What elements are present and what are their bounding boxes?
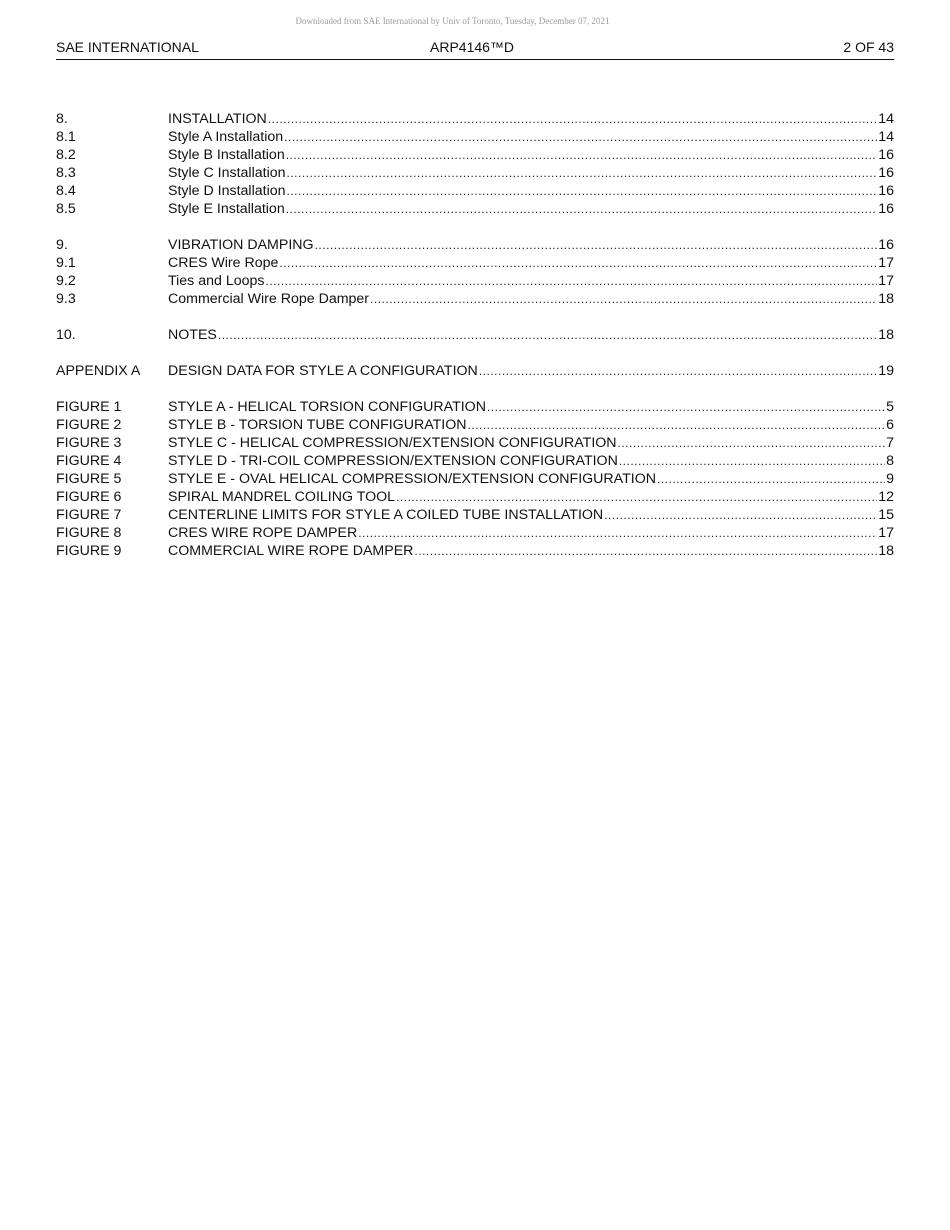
toc-dot-leader xyxy=(657,470,885,488)
toc-entry-page: 9 xyxy=(886,471,894,487)
toc-entry-page: 8 xyxy=(886,453,894,469)
toc-entry[interactable] xyxy=(56,110,894,128)
toc-entry-title: STYLE E - OVAL HELICAL COMPRESSION/EXTENSION CONFIGURATION xyxy=(168,471,656,487)
toc-entry-page: 7 xyxy=(886,435,894,451)
toc-dot-leader xyxy=(218,326,877,344)
toc-entry-page: 16 xyxy=(878,237,894,253)
toc-dot-leader xyxy=(414,542,877,560)
header-organization: SAE INTERNATIONAL xyxy=(56,39,199,55)
toc-entry-number: FIGURE 1 xyxy=(56,399,122,415)
toc-entry-page: 17 xyxy=(878,525,894,541)
toc-entry-number: 9.3 xyxy=(56,291,76,307)
toc-entry-page: 17 xyxy=(878,273,894,289)
toc-entry-number: 8.3 xyxy=(56,165,76,181)
toc-entry-page: 14 xyxy=(878,111,894,127)
toc-entry-page: 16 xyxy=(878,183,894,199)
toc-entry[interactable] xyxy=(56,452,894,470)
toc-entry-page: 19 xyxy=(878,363,894,379)
page-header xyxy=(56,39,894,60)
toc-dot-leader xyxy=(279,254,877,272)
toc-entry-title: CRES WIRE ROPE DAMPER xyxy=(168,525,358,541)
toc-entry[interactable] xyxy=(56,290,894,308)
download-watermark: Downloaded from SAE International by Univ of Toronto, Tuesday, December 07, 2021 xyxy=(295,16,610,26)
toc-entry[interactable] xyxy=(56,506,894,524)
toc-entry-title: STYLE B - TORSION TUBE CONFIGURATION xyxy=(168,417,467,433)
toc-entry-title: STYLE D - TRI-COIL COMPRESSION/EXTENSION CONFIGURATION xyxy=(168,453,618,469)
toc-entry[interactable] xyxy=(56,254,894,272)
toc-entry-page: 12 xyxy=(878,489,894,505)
toc-dot-leader xyxy=(287,164,878,182)
toc-dot-leader xyxy=(287,182,878,200)
toc-entry-number: FIGURE 4 xyxy=(56,453,122,469)
toc-entry-title: Ties and Loops xyxy=(168,273,265,289)
toc-entry[interactable] xyxy=(56,146,894,164)
toc-dot-leader xyxy=(268,110,877,128)
toc-group xyxy=(56,362,894,380)
toc-dot-leader xyxy=(619,452,885,470)
toc-entry[interactable] xyxy=(56,272,894,290)
toc-entry-number: FIGURE 2 xyxy=(56,417,122,433)
toc-entry[interactable] xyxy=(56,416,894,434)
toc-entry[interactable] xyxy=(56,182,894,200)
toc-dot-leader xyxy=(315,236,878,254)
toc-entry-title: CRES Wire Rope xyxy=(168,255,279,271)
toc-entry-page: 16 xyxy=(878,147,894,163)
toc-entry-number: FIGURE 3 xyxy=(56,435,122,451)
toc-entry[interactable] xyxy=(56,164,894,182)
header-page-number: 2 OF 43 xyxy=(843,39,894,55)
toc-entry-number: 9. xyxy=(56,237,68,253)
toc-entry[interactable] xyxy=(56,434,894,452)
toc-entry-title: Style B Installation xyxy=(168,147,285,163)
toc-entry-number: 8.5 xyxy=(56,201,76,217)
toc-entry-page: 6 xyxy=(886,417,894,433)
toc-entry[interactable] xyxy=(56,362,894,380)
toc-dot-leader xyxy=(604,506,877,524)
toc-entry-title: SPIRAL MANDREL COILING TOOL xyxy=(168,489,396,505)
toc-entry-page: 18 xyxy=(878,291,894,307)
toc-dot-leader xyxy=(358,524,877,542)
toc-group xyxy=(56,236,894,308)
toc-entry-number: FIGURE 9 xyxy=(56,543,122,559)
toc-entry-number: 8.4 xyxy=(56,183,76,199)
toc-entry-title: Style E Installation xyxy=(168,201,285,217)
toc-dot-leader xyxy=(286,146,878,164)
toc-entry-page: 17 xyxy=(878,255,894,271)
toc-entry-page: 18 xyxy=(878,327,894,343)
toc-entry-title: STYLE C - HELICAL COMPRESSION/EXTENSION CONFIGURATION xyxy=(168,435,617,451)
toc-entry[interactable] xyxy=(56,236,894,254)
toc-dot-leader xyxy=(479,362,877,380)
toc-entry[interactable] xyxy=(56,470,894,488)
toc-dot-leader xyxy=(266,272,878,290)
toc-entry-title: STYLE A - HELICAL TORSION CONFIGURATION xyxy=(168,399,486,415)
toc-entry[interactable] xyxy=(56,398,894,416)
toc-entry[interactable] xyxy=(56,524,894,542)
toc-entry[interactable] xyxy=(56,128,894,146)
toc-dot-leader xyxy=(468,416,886,434)
toc-entry[interactable] xyxy=(56,326,894,344)
toc-dot-leader xyxy=(618,434,886,452)
toc-group xyxy=(56,398,894,560)
toc-entry-title: DESIGN DATA FOR STYLE A CONFIGURATION xyxy=(168,363,478,379)
toc-entry-title: Style C Installation xyxy=(168,165,286,181)
toc-entry-number: 9.1 xyxy=(56,255,76,271)
toc-entry-title: VIBRATION DAMPING xyxy=(168,237,314,253)
table-of-contents xyxy=(56,110,894,578)
toc-dot-leader xyxy=(284,128,877,146)
toc-dot-leader xyxy=(396,488,877,506)
toc-entry-page: 18 xyxy=(878,543,894,559)
toc-entry-title: Commercial Wire Rope Damper xyxy=(168,291,370,307)
toc-dot-leader xyxy=(370,290,877,308)
toc-entry-number: FIGURE 8 xyxy=(56,525,122,541)
toc-entry-number: FIGURE 6 xyxy=(56,489,122,505)
toc-entry-number: FIGURE 7 xyxy=(56,507,122,523)
toc-entry[interactable] xyxy=(56,200,894,218)
toc-entry-title: NOTES xyxy=(168,327,217,343)
toc-entry-title: Style A Installation xyxy=(168,129,284,145)
toc-entry-page: 5 xyxy=(886,399,894,415)
toc-entry-number: APPENDIX A xyxy=(56,363,141,379)
header-document-id: ARP4146™D xyxy=(430,39,515,55)
toc-entry-number: FIGURE 5 xyxy=(56,471,122,487)
toc-entry-number: 8.1 xyxy=(56,129,76,145)
toc-entry-page: 16 xyxy=(878,201,894,217)
toc-entry[interactable] xyxy=(56,542,894,560)
toc-entry-title: Style D Installation xyxy=(168,183,286,199)
toc-entry-page: 14 xyxy=(878,129,894,145)
toc-group xyxy=(56,110,894,218)
toc-dot-leader xyxy=(286,200,878,218)
toc-group xyxy=(56,326,894,344)
toc-entry-page: 15 xyxy=(878,507,894,523)
toc-entry[interactable] xyxy=(56,488,894,506)
toc-entry-page: 16 xyxy=(878,165,894,181)
toc-dot-leader xyxy=(487,398,885,416)
toc-entry-title: COMMERCIAL WIRE ROPE DAMPER xyxy=(168,543,414,559)
toc-entry-number: 9.2 xyxy=(56,273,76,289)
toc-entry-number: 8.2 xyxy=(56,147,76,163)
toc-entry-number: 10. xyxy=(56,327,76,343)
toc-entry-title: CENTERLINE LIMITS FOR STYLE A COILED TUBE INSTALLATION xyxy=(168,507,604,523)
toc-entry-title: INSTALLATION xyxy=(168,111,267,127)
toc-entry-number: 8. xyxy=(56,111,68,127)
